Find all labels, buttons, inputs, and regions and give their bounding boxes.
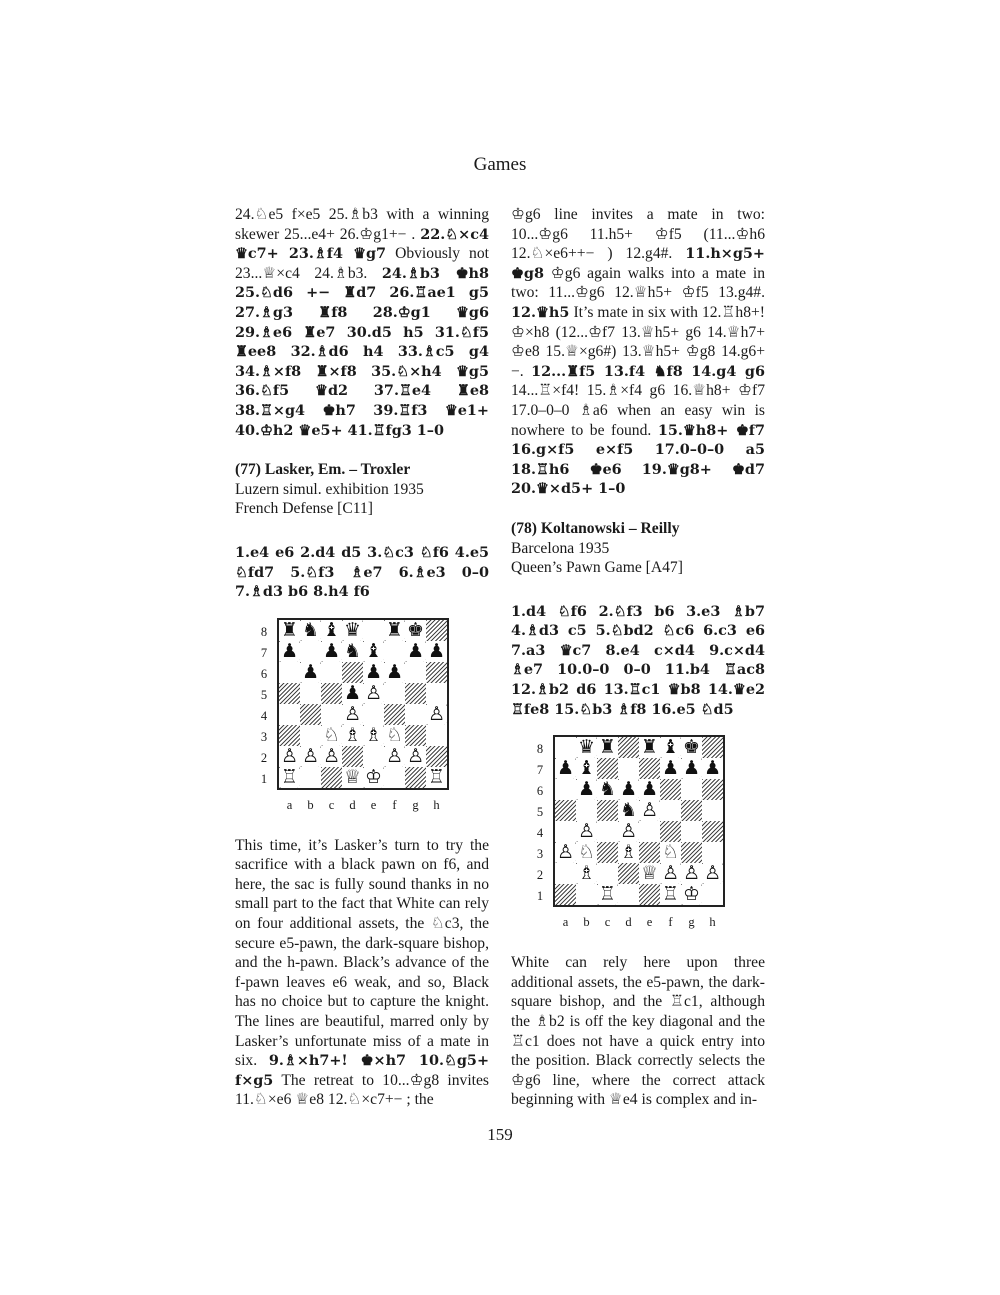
rank-label: 5 — [536, 805, 544, 820]
file-label: b — [307, 797, 314, 812]
black-knight-icon: ♞ — [598, 778, 617, 801]
text-run: 24.♘e5 f×e5 25.♗b3 with a winning skewer 25...e4+ 26.♔g1+− . — [235, 206, 489, 243]
rank-label: 2 — [536, 868, 544, 883]
white-pawn-icon: ♙ — [640, 799, 659, 822]
game-title: (77) Lasker, Em. – Troxler — [235, 461, 411, 479]
board-square — [639, 842, 660, 863]
board-square — [384, 641, 405, 662]
black-pawn-icon: ♟ — [577, 778, 596, 801]
board-square — [660, 821, 681, 842]
move-run: 22.♘×c4 ♛c7+ 23.♗f4 ♛g7 — [235, 225, 489, 263]
black-pawn-icon: ♟ — [343, 681, 362, 704]
board-square — [405, 767, 426, 788]
file-label: h — [709, 915, 716, 930]
right-paragraph-1 — [511, 205, 765, 499]
file-label: c — [604, 915, 611, 930]
white-bishop-icon: ♗ — [619, 841, 638, 864]
board-square — [321, 767, 342, 788]
black-pawn-icon: ♟ — [640, 778, 659, 801]
rank-label: 3 — [260, 729, 268, 744]
rank-label: 2 — [260, 750, 268, 765]
text-run: It’s mate in six with 12.♖h8+! ♔×h8 (12...♔f7 13.♕h5+ g6 14.♕h7+ ♔e8 15.♕×g6#) 13.♕h5+ ♔g8 14.g6+−. — [511, 303, 765, 380]
board-square — [618, 884, 639, 905]
rank-label: 8 — [260, 624, 268, 639]
file-label: g — [688, 915, 695, 930]
text-run: The retreat to 10...♔g8 invites 11.♘×e6 ♕e8 12.♘×c7+− ; the — [235, 1071, 489, 1109]
rank-label: 6 — [536, 784, 544, 799]
board-square — [555, 800, 576, 821]
white-rook-icon: ♖ — [280, 765, 299, 788]
board-square — [321, 683, 342, 704]
board-square — [555, 821, 576, 842]
file-label: c — [328, 797, 335, 812]
rank-label: 7 — [260, 645, 268, 660]
board-square — [702, 737, 723, 758]
board-square — [597, 821, 618, 842]
board-square — [597, 863, 618, 884]
file-label: a — [286, 797, 293, 812]
black-rook-icon: ♜ — [640, 736, 659, 759]
board-square — [681, 821, 702, 842]
board-square — [555, 737, 576, 758]
board-square — [426, 725, 447, 746]
rank-label: 4 — [536, 826, 544, 841]
black-pawn-icon: ♟ — [682, 757, 701, 780]
white-bishop-icon: ♗ — [364, 723, 383, 746]
white-knight-icon: ♘ — [577, 841, 596, 864]
rank-label: 8 — [536, 742, 544, 757]
board-square — [597, 842, 618, 863]
black-bishop-icon: ♝ — [577, 757, 596, 780]
commentary-paragraph — [235, 836, 489, 1110]
board-square — [342, 662, 363, 683]
board-square — [576, 884, 597, 905]
board-square — [405, 704, 426, 725]
board-square — [279, 704, 300, 725]
white-queen-icon: ♕ — [343, 765, 362, 788]
text-run: 14...♖×f4! 15.♗×f4 g6 16.♕h8+ ♔f7 17.0–0–0 ♗a6 when an easy win is nowhere to be found. — [511, 382, 765, 439]
page-number: 159 — [487, 1125, 513, 1144]
text-run: White can rely here upon three additional assets, the e5-pawn, the dark-square bishop, and the ♖c1, although the ♗b2 is off the key diagonal and the ♖c1 does not have a quick entry into the position. Black correctly selects the ♔g6 line, where the correct attack beginning with ♕e4 is complex and in- — [511, 954, 765, 1109]
board-square — [279, 683, 300, 704]
white-bishop-icon: ♗ — [577, 862, 596, 885]
white-rook-icon: ♖ — [598, 883, 617, 906]
white-rook-icon: ♖ — [661, 883, 680, 906]
black-pawn-icon: ♟ — [661, 757, 680, 780]
rank-label: 1 — [536, 889, 544, 904]
rank-label: 5 — [260, 687, 268, 702]
black-rook-icon: ♜ — [385, 618, 404, 641]
chessboard — [277, 618, 449, 790]
rank-label: 4 — [260, 708, 268, 723]
board-square — [384, 704, 405, 725]
file-label: g — [412, 797, 419, 812]
board-square — [639, 821, 660, 842]
board-square — [300, 725, 321, 746]
left-column — [235, 205, 489, 1110]
black-rook-icon: ♜ — [598, 736, 617, 759]
board-square — [639, 758, 660, 779]
board-square — [363, 746, 384, 767]
text-run: Obviously not 23...♕×c4 24.♗b3. — [235, 245, 489, 282]
file-label: f — [392, 797, 397, 812]
board-square — [681, 800, 702, 821]
running-header: Games — [473, 154, 527, 175]
white-pawn-icon: ♙ — [556, 841, 575, 864]
white-pawn-icon: ♙ — [301, 744, 320, 767]
board-square — [681, 779, 702, 800]
move-run: 11.h×g5+ ♚g8 — [511, 245, 765, 282]
board-square — [555, 779, 576, 800]
white-pawn-icon: ♙ — [682, 862, 701, 885]
white-queen-icon: ♕ — [640, 862, 659, 885]
white-pawn-icon: ♙ — [343, 702, 362, 725]
file-label: b — [583, 915, 590, 930]
board-square — [681, 842, 702, 863]
black-knight-icon: ♞ — [301, 618, 320, 641]
board-square — [702, 779, 723, 800]
black-bishop-icon: ♝ — [322, 618, 341, 641]
black-pawn-icon: ♟ — [364, 660, 383, 683]
game-title: (78) Koltanowski – Reilly — [511, 519, 680, 537]
white-rook-icon: ♖ — [427, 765, 446, 788]
board-square — [660, 800, 681, 821]
board-square — [363, 704, 384, 725]
move-run: 24.♗b3 ♚h8 25.♘d6 +− ♜d7 26.♖ae1 g5 27.♗g3 ♜f8 28.♔g1 ♛g6 29.♗e6 ♜e7 30.d5 h5 31.♘f5 ♜ee8 32.♗d6 h4 33.♗c5 g4 34.♗×f8 ♜×f8 35.♘×h4 ♛g5 36.♘f5 ♛d2 37.♖e4 ♜e8 38.♖×g4 ♚h7 39.♖f3 ♛e1+ 40.♔h2 ♛e5+ 41.♖fg3 1–0 — [235, 264, 489, 439]
board-square — [618, 737, 639, 758]
game-opening: Queen’s Pawn Game [A47] — [511, 559, 683, 577]
board-square — [279, 662, 300, 683]
white-pawn-icon: ♙ — [406, 744, 425, 767]
rank-label: 1 — [260, 771, 268, 786]
board-square — [702, 842, 723, 863]
black-queen-icon: ♛ — [343, 618, 362, 641]
chess-diagram-1 — [235, 616, 489, 824]
board-square — [321, 704, 342, 725]
black-bishop-icon: ♝ — [661, 736, 680, 759]
black-pawn-icon: ♟ — [301, 660, 320, 683]
white-knight-icon: ♘ — [322, 723, 341, 746]
board-square — [576, 800, 597, 821]
game-moves: 1.e4 e6 2.d4 d5 3.♘c3 ♘f6 4.e5 ♘fd7 5.♘f3 ♗e7 6.♗e3 0–0 7.♗d3 b6 8.h4 f6 — [235, 543, 489, 601]
black-knight-icon: ♞ — [343, 639, 362, 662]
white-pawn-icon: ♙ — [577, 820, 596, 843]
move-run: 15.♛h8+ ♚f7 16.g×f5 e×f5 17.0–0–0 a5 18.♖h6 ♚e6 19.♛g8+ ♚d7 20.♛×d5+ 1–0 — [511, 421, 765, 498]
white-pawn-icon: ♙ — [661, 862, 680, 885]
board-square — [597, 800, 618, 821]
board-square — [405, 683, 426, 704]
board-square — [342, 746, 363, 767]
board-square — [702, 800, 723, 821]
board-square — [300, 683, 321, 704]
black-pawn-icon: ♟ — [427, 639, 446, 662]
file-label: h — [433, 797, 440, 812]
game-heading-78 — [511, 519, 765, 578]
black-pawn-icon: ♟ — [703, 757, 722, 780]
commentary-paragraph — [511, 953, 765, 1110]
board-square — [660, 779, 681, 800]
white-bishop-icon: ♗ — [343, 723, 362, 746]
black-pawn-icon: ♟ — [556, 757, 575, 780]
black-king-icon: ♚ — [406, 618, 425, 641]
rank-label: 6 — [260, 666, 268, 681]
white-pawn-icon: ♙ — [703, 862, 722, 885]
file-label: f — [668, 915, 673, 930]
white-king-icon: ♔ — [364, 765, 383, 788]
file-label: e — [646, 915, 653, 930]
black-pawn-icon: ♟ — [619, 778, 638, 801]
black-queen-icon: ♛ — [577, 736, 596, 759]
board-square — [597, 758, 618, 779]
file-label: e — [370, 797, 377, 812]
board-square — [426, 746, 447, 767]
right-column — [511, 205, 765, 1110]
game-moves: 1.d4 ♘f6 2.♘f3 b6 3.e3 ♗b7 4.♗d3 c5 5.♘bd2 ♘c6 6.c3 e6 7.a3 ♛c7 8.e4 c×d4 9.c×d4 ♗e7 10.0–0 0–0 11.b4 ♖ac8 12.♗b2 d6 13.♖c1 ♛b8 14.♛e2 ♖fe8 15.♘b3 ♗f8 16.e5 ♘d5 — [511, 602, 765, 718]
rank-label: 3 — [536, 847, 544, 862]
board-square — [555, 863, 576, 884]
text-run: This time, it’s Lasker’s turn to try the sacrifice with a black pawn on f6, and here, the sac is fully sound thanks in no small part to the fact that White can rely on four additional assets, the ♘c3, the secure e5-pawn, the dark-square bishop, and the h-pawn. Black’s advance of the f-pawn leaves e6 weak, and so, Black has no choice but to capture the knight. The lines are beautiful, marred only by Lasker’s unfortunate miss of a mate in six. — [235, 836, 489, 1070]
black-rook-icon: ♜ — [280, 618, 299, 641]
black-knight-icon: ♞ — [619, 799, 638, 822]
board-square — [384, 767, 405, 788]
black-pawn-icon: ♟ — [322, 639, 341, 662]
board-square — [405, 725, 426, 746]
move-run: 12...♜f5 13.f4 ♞f8 14.g4 g6 — [531, 362, 765, 380]
white-knight-icon: ♘ — [385, 723, 404, 746]
game-heading-77 — [235, 460, 489, 519]
black-pawn-icon: ♟ — [280, 639, 299, 662]
board-square — [426, 683, 447, 704]
black-pawn-icon: ♟ — [385, 660, 404, 683]
game-event: Barcelona 1935 — [511, 539, 610, 557]
board-square — [279, 725, 300, 746]
board-square — [300, 641, 321, 662]
black-bishop-icon: ♝ — [364, 639, 383, 662]
rank-label: 7 — [536, 763, 544, 778]
move-run: 12.♛h5 — [511, 303, 570, 321]
white-pawn-icon: ♙ — [364, 681, 383, 704]
white-knight-icon: ♘ — [661, 841, 680, 864]
board-square — [702, 884, 723, 905]
board-square — [618, 863, 639, 884]
board-square — [618, 758, 639, 779]
black-pawn-icon: ♟ — [406, 639, 425, 662]
board-square — [405, 662, 426, 683]
board-square — [702, 821, 723, 842]
file-label: d — [625, 915, 632, 930]
move-run: 9.♗×h7+! ♚×h7 10.♘g5+ f×g5 — [235, 1052, 489, 1089]
chessboard — [553, 735, 725, 907]
board-square — [426, 662, 447, 683]
board-square — [321, 662, 342, 683]
text-run: ♔g6 again walks into a mate in two: 11...♔g6 12.♕h5+ ♔f5 13.g4#. — [511, 264, 765, 302]
file-label: a — [562, 915, 569, 930]
file-label: d — [349, 797, 356, 812]
black-king-icon: ♚ — [682, 736, 701, 759]
board-square — [426, 620, 447, 641]
white-pawn-icon: ♙ — [619, 820, 638, 843]
board-square — [384, 683, 405, 704]
white-king-icon: ♔ — [682, 883, 701, 906]
game-opening: French Defense [C11] — [235, 500, 373, 518]
text-run: ♔g6 line invites a mate in two: 10...♔g6 11.h5+ ♔f5 (11...♔h6 12.♘×e6++− ) 12.g4#. — [511, 206, 765, 263]
chess-diagram-2 — [511, 733, 765, 941]
white-pawn-icon: ♙ — [385, 744, 404, 767]
white-pawn-icon: ♙ — [280, 744, 299, 767]
board-square — [639, 884, 660, 905]
white-pawn-icon: ♙ — [322, 744, 341, 767]
board-square — [300, 767, 321, 788]
board-square — [555, 884, 576, 905]
board-square — [300, 704, 321, 725]
board-square — [363, 620, 384, 641]
left-paragraph-1 — [235, 205, 489, 440]
game-event: Luzern simul. exhibition 1935 — [235, 480, 424, 498]
white-pawn-icon: ♙ — [427, 702, 446, 725]
